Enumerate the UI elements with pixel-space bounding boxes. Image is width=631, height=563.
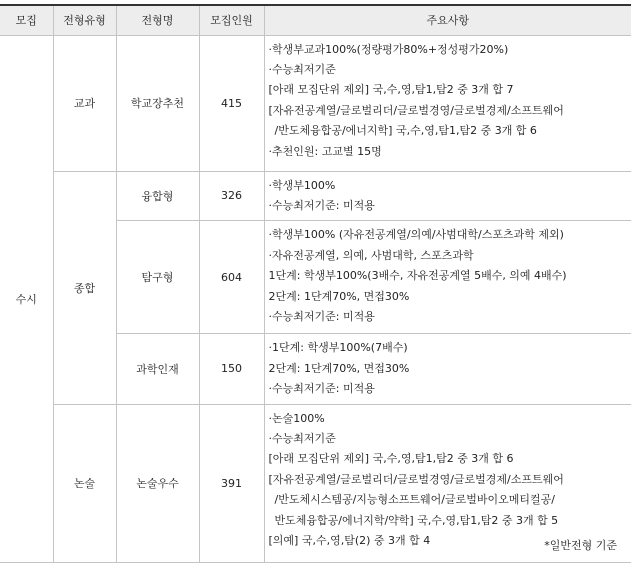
detail-line: ·학생부교과100%(정량평가80%+정성평가20%)	[268, 42, 509, 56]
detail-line: [자유전공계열/글로벌리더/글로벌경영/글로벌경제/소프트웨어	[268, 103, 564, 117]
header-count: 모집인원	[199, 5, 264, 35]
type-cell: 논술	[53, 404, 116, 562]
detail-line: /반도체융합공/에너지학] 국,수,영,탐1,탐2 중 3개 합 6	[274, 124, 537, 138]
details-cell	[264, 35, 631, 171]
detail-line: [아래 모집단위 제외] 국,수,영,탐1,탐2 중 3개 합 7	[268, 83, 514, 97]
footnote: *일반전형 기준	[544, 539, 617, 552]
count-cell: 150	[199, 334, 264, 404]
type-cell: 종합	[53, 171, 116, 404]
table-row	[0, 171, 631, 221]
detail-line: ·학생부100%	[268, 178, 336, 192]
detail-line: [아래 모집단위 제외] 국,수,영,탐1,탐2 중 3개 합 6	[268, 452, 514, 466]
table-row	[0, 404, 631, 562]
details-cell	[264, 221, 631, 334]
name-cell: 과학인재	[116, 334, 199, 404]
detail-line: [자유전공계열/글로벌리더/글로벌경영/글로벌경제/소프트웨어	[268, 472, 564, 486]
count-cell: 604	[199, 221, 264, 334]
detail-line: /반도체시스템공/지능형소프트웨어/글로벌바이오메티컬공/	[274, 493, 555, 507]
detail-line: ·수능최저기준	[268, 62, 336, 76]
header-details: 주요사항	[264, 5, 631, 35]
detail-line: 2단계: 1단계70%, 면접30%	[268, 361, 410, 375]
detail-line: ·1단계: 학생부100%(7배수)	[268, 341, 408, 355]
header-type: 전형유형	[53, 5, 116, 35]
detail-line: 1단계: 학생부100%(3배수, 자유전공계열 5배수, 의예 4배수)	[268, 269, 567, 283]
detail-line: ·수능최저기준: 미적용	[268, 198, 375, 212]
recruit-cell: 수시	[0, 35, 53, 562]
name-cell: 논술우수	[116, 404, 199, 562]
type-cell: 교과	[53, 35, 116, 171]
detail-line: ·추천인원: 고교별 15명	[268, 144, 382, 158]
detail-line: ·수능최저기준: 미적용	[268, 309, 375, 323]
name-cell: 탐구형	[116, 221, 199, 334]
detail-line: ·수능최저기준: 미적용	[268, 382, 375, 396]
details-cell	[264, 334, 631, 404]
detail-line: ·자유전공계열, 의예, 사범대학, 스포츠과학	[268, 248, 474, 262]
header-row	[0, 5, 631, 35]
name-cell: 학교장추천	[116, 35, 199, 171]
admission-table	[0, 4, 631, 563]
table-row	[0, 35, 631, 171]
detail-line: ·학생부100% (자유전공계열/의예/사범대학/스포츠과학 제외)	[268, 228, 564, 242]
detail-line: ·논술100%	[268, 411, 325, 425]
detail-line: 2단계: 1단계70%, 면접30%	[268, 289, 410, 303]
header-recruit: 모집	[0, 5, 53, 35]
count-cell: 326	[199, 171, 264, 221]
detail-line: [의예] 국,수,영,탐(2) 중 3개 합 4	[268, 533, 431, 547]
count-cell: 391	[199, 404, 264, 562]
detail-line: ·수능최저기준	[268, 431, 336, 445]
detail-line: 반도체융합공/에너지학/약학] 국,수,영,탐1,탐2 중 3개 합 5	[274, 513, 559, 527]
details-cell	[264, 171, 631, 221]
name-cell: 융합형	[116, 171, 199, 221]
count-cell: 415	[199, 35, 264, 171]
header-name: 전형명	[116, 5, 199, 35]
